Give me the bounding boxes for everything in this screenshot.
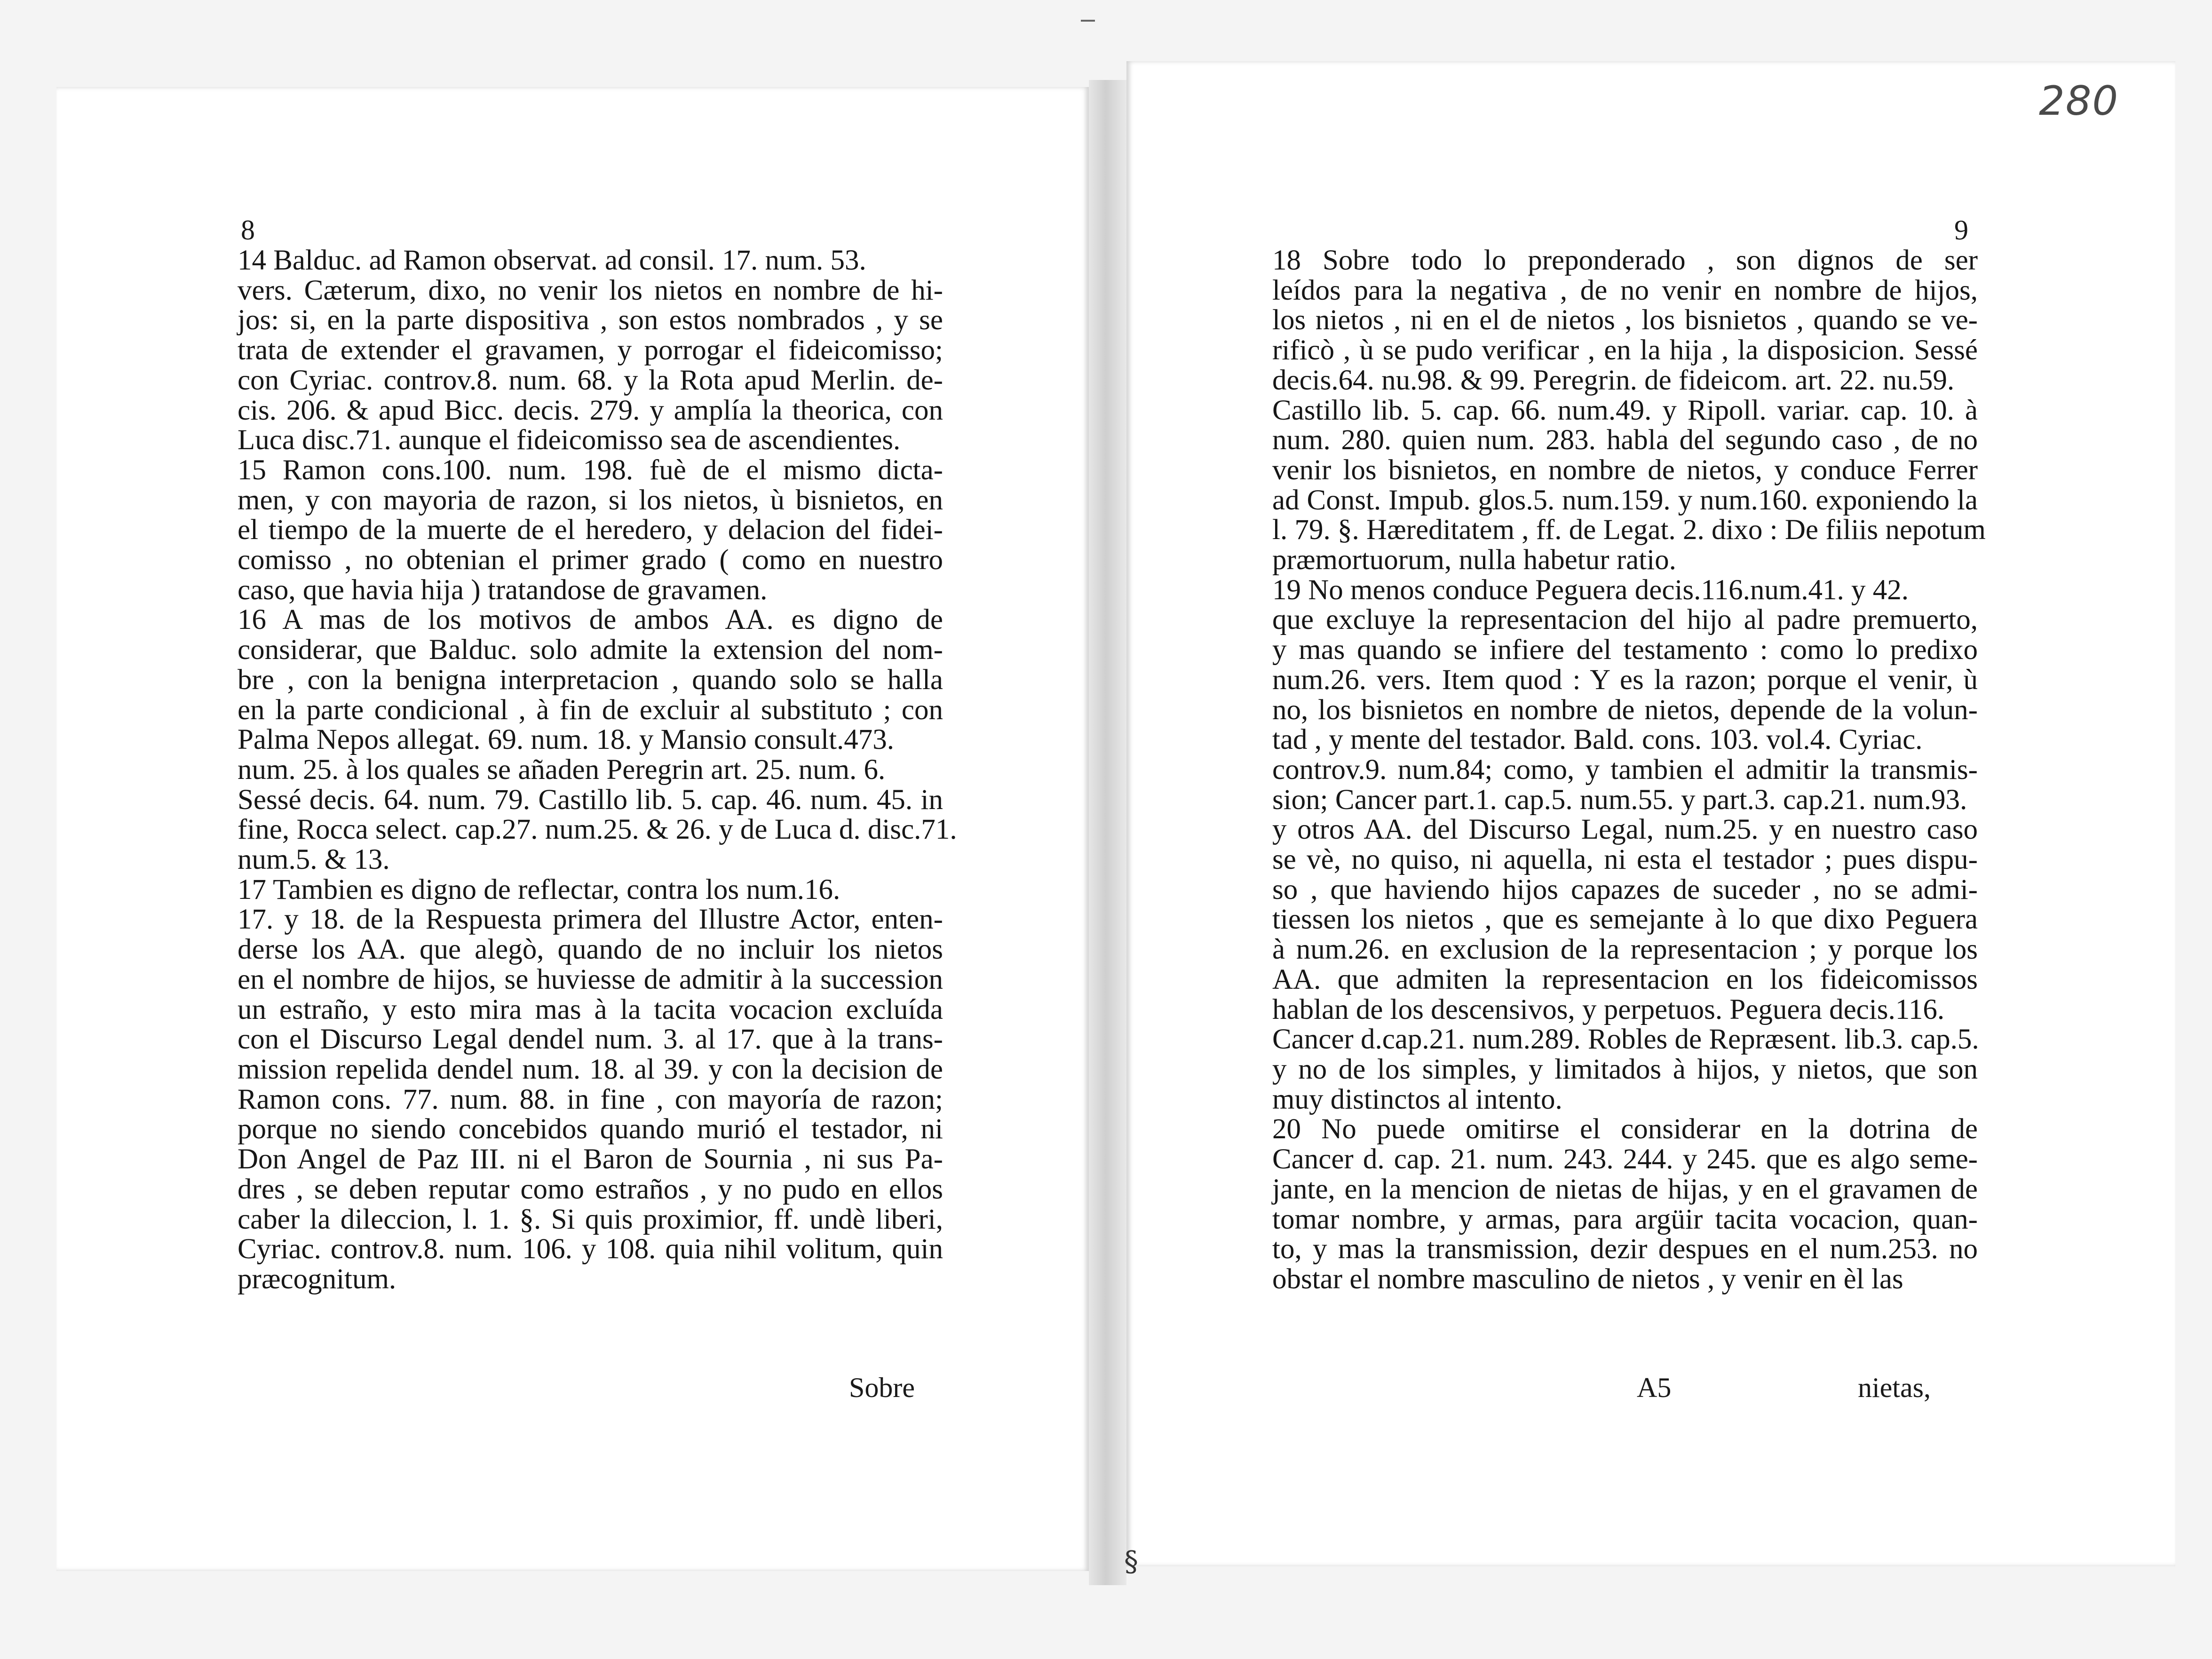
text-line: num. 280. quien num. 283. habla del segundo caso , de no [1272,424,1978,456]
text-line: Cancer d. cap. 21. num. 243. 244. y 245. que es algo seme- [1272,1143,1978,1175]
text-line: obstar el nombre masculino de nietos , y venir en èl las [1272,1263,1903,1295]
text-line: caso, que havia hija ) tratandose de gravamen. [238,574,768,606]
text-line: jante, en la mencion de nietas de hijas, y en el gravamen de [1272,1173,1978,1205]
text-line: num.26. vers. Item quod : Y es la razon; porque el venir, ù [1272,664,1978,696]
text-line: num.5. & 13. [238,844,390,876]
text-line: tomar nombre, y armas, para argüir tacita vocacion, quan- [1272,1203,1978,1235]
text-line: præmortuorum, nulla habetur ratio. [1272,544,1676,576]
text-line: Sessé decis. 64. num. 79. Castillo lib. 5. cap. 46. num. 45. in [238,784,943,816]
text-line: en la parte condicional , à fin de excluir al substituto ; con [238,694,943,726]
text-line: AA. que admiten la representacion en los fideicomissos [1272,963,1978,995]
text-line: 14 Balduc. ad Ramon observat. ad consil. 17. num. 53. [238,245,866,276]
text-line: so , que haviendo hijos capazes de suceder , no se admi- [1272,873,1978,905]
text-line: el tiempo de la muerte de el heredero, y delacion del fidei- [238,514,943,546]
text-line: 20 No puede omitirse el considerar en la dotrina de [1272,1113,1978,1145]
top-tick-mark [1081,20,1095,22]
text-line: venir los bisnietos, en nombre de nietos, y conduce Ferrer [1272,454,1978,486]
left-catchword: Sobre [849,1372,915,1403]
text-line: y no de los simples, y limitados à hijos, y nietos, que son [1272,1053,1978,1085]
text-line: 19 No menos conduce Peguera decis.116.num.41. y 42. [1272,574,1909,606]
text-line: mission repelida dendel num. 18. al 39. y con la decision de [238,1053,943,1085]
text-line: se vè, no quiso, ni aquella, ni esta el testador ; pues dispu- [1272,844,1978,876]
text-line: à num.26. en exclusion de la representacion ; y porque los [1272,934,1978,966]
left-page-text [238,245,957,1295]
text-line: vers. Cæterum, dixo, no venir los nietos en nombre de hi- [238,274,943,306]
text-line: decis.64. nu.98. & 99. Peregrin. de fideicom. art. 22. nu.59. [1272,364,1955,396]
text-line: Luca disc.71. aunque el fideicomisso sea de ascendientes. [238,424,901,456]
left-page-number: 8 [241,214,255,246]
text-line: trata de extender el gravamen, y porrogar el fideicomisso; [238,334,943,366]
text-line: tad , y mente del testador. Bald. cons. 103. vol.4. Cyriac. [1272,724,1923,756]
text-line: sion; Cancer part.1. cap.5. num.55. y part.3. cap.21. num.93. [1272,784,1967,816]
text-line: tiessen los nietos , que es semejante à lo que dixo Peguera [1272,904,1978,936]
text-line: y otros AA. del Discurso Legal, num.25. y en nuestro caso [1272,814,1978,846]
text-line: porque no siendo concebidos quando murió el testador, ni [238,1113,943,1145]
text-line: bre , con la benigna interpretacion , quando solo se halla [238,664,943,696]
right-page-number: 9 [1954,214,1968,246]
text-line: leídos para la negativa , de no venir en nombre de hijos, [1272,274,1978,306]
text-line: num. 25. à los quales se añaden Peregrin art. 25. num. 6. [238,754,886,786]
binding-thread-icon: § [1124,1545,1138,1578]
text-line: con el Discurso Legal dendel num. 3. al 17. que à la trans- [238,1024,943,1056]
right-page-text [1272,245,1986,1295]
text-line: to, y mas la transmission, dezir despues en el num.253. no [1272,1233,1978,1265]
text-line: Cancer d.cap.21. num.289. Robles de Repræsent. lib.3. cap.5. [1272,1024,1979,1056]
text-line: 17 Tambien es digno de reflectar, contra los num.16. [238,873,840,905]
text-line: 18 Sobre todo lo preponderado , son dignos de ser [1272,245,1978,276]
text-line: fine, Rocca select. cap.27. num.25. & 26. y de Luca d. disc.71. [238,814,957,846]
signature-mark: A5 [1637,1372,1672,1403]
text-line: Palma Nepos allegat. 69. num. 18. y Mansio consult.473. [238,724,895,756]
book-gutter [1089,80,1126,1585]
text-line: præcognitum. [238,1263,396,1295]
text-line: l. 79. §. Hæreditatem , ff. de Legat. 2. dixo : De filiis nepotum [1272,514,1986,546]
text-line: comisso , no obtenian el primer grado ( como en nuestro [238,544,943,576]
text-line: Castillo lib. 5. cap. 66. num.49. y Ripoll. variar. cap. 10. à [1272,394,1978,426]
text-line: hablan de los descensivos, y perpetuos. Peguera decis.116. [1272,993,1945,1025]
text-line: que excluye la representacion del hijo al padre premuerto, [1272,604,1978,636]
text-line: 16 A mas de los motivos de ambos AA. es digno de [238,604,943,636]
text-line: cis. 206. & apud Bicc. decis. 279. y amplía la theorica, con [238,394,943,426]
text-line: dres , se deben reputar como estraños , y no pudo en ellos [238,1173,943,1205]
text-line: 17. y 18. de la Respuesta primera del Illustre Actor, enten- [238,904,943,936]
text-line: Cyriac. controv.8. num. 106. y 108. quia nihil volitum, quin [238,1233,943,1265]
text-line: y mas quando se infiere del testamento : como lo predixo [1272,634,1978,666]
text-line: 15 Ramon cons.100. num. 198. fuè de el mismo dicta- [238,454,943,486]
text-line: Don Angel de Paz III. ni el Baron de Sournia , ni sus Pa- [238,1143,943,1175]
text-line: jos: si, en la parte dispositiva , son estos nombrados , y se [238,304,943,336]
text-line: controv.9. num.84; como, y tambien el admitir la transmis- [1272,754,1978,786]
text-line: ad Const. Impub. glos.5. num.159. y num.160. exponiendo la [1272,484,1978,516]
text-line: muy distinctos al intento. [1272,1083,1562,1115]
text-line: no, los bisnietos en nombre de nietos, depende de la volun- [1272,694,1978,726]
text-line: considerar, que Balduc. solo admite la extension del nom- [238,634,943,666]
text-line: men, y con mayoria de razon, si los nietos, ù bisnietos, en [238,484,943,516]
text-line: Ramon cons. 77. num. 88. in fine , con mayoría de razon; [238,1083,943,1115]
text-line: con Cyriac. controv.8. num. 68. y la Rota apud Merlin. de- [238,364,943,396]
text-line: un estraño, y esto mira mas à la tacita vocacion excluída [238,993,943,1025]
text-line: en el nombre de hijos, se huviesse de admitir à la succession [238,963,943,995]
right-catchword: nietas, [1858,1372,1931,1403]
text-line: caber la dileccion, l. 1. §. Si quis proximior, ff. undè liberi, [238,1203,943,1235]
text-line: rificò , ù se pudo verificar , en la hija , la disposicion. Sessé [1272,334,1978,366]
folio-stamp: 280 [2039,78,2119,125]
text-line: los nietos , ni en el de nietos , los bisnietos , quando se ve- [1272,304,1978,336]
text-line: derse los AA. que alegò, quando de no incluir los nietos [238,934,943,966]
